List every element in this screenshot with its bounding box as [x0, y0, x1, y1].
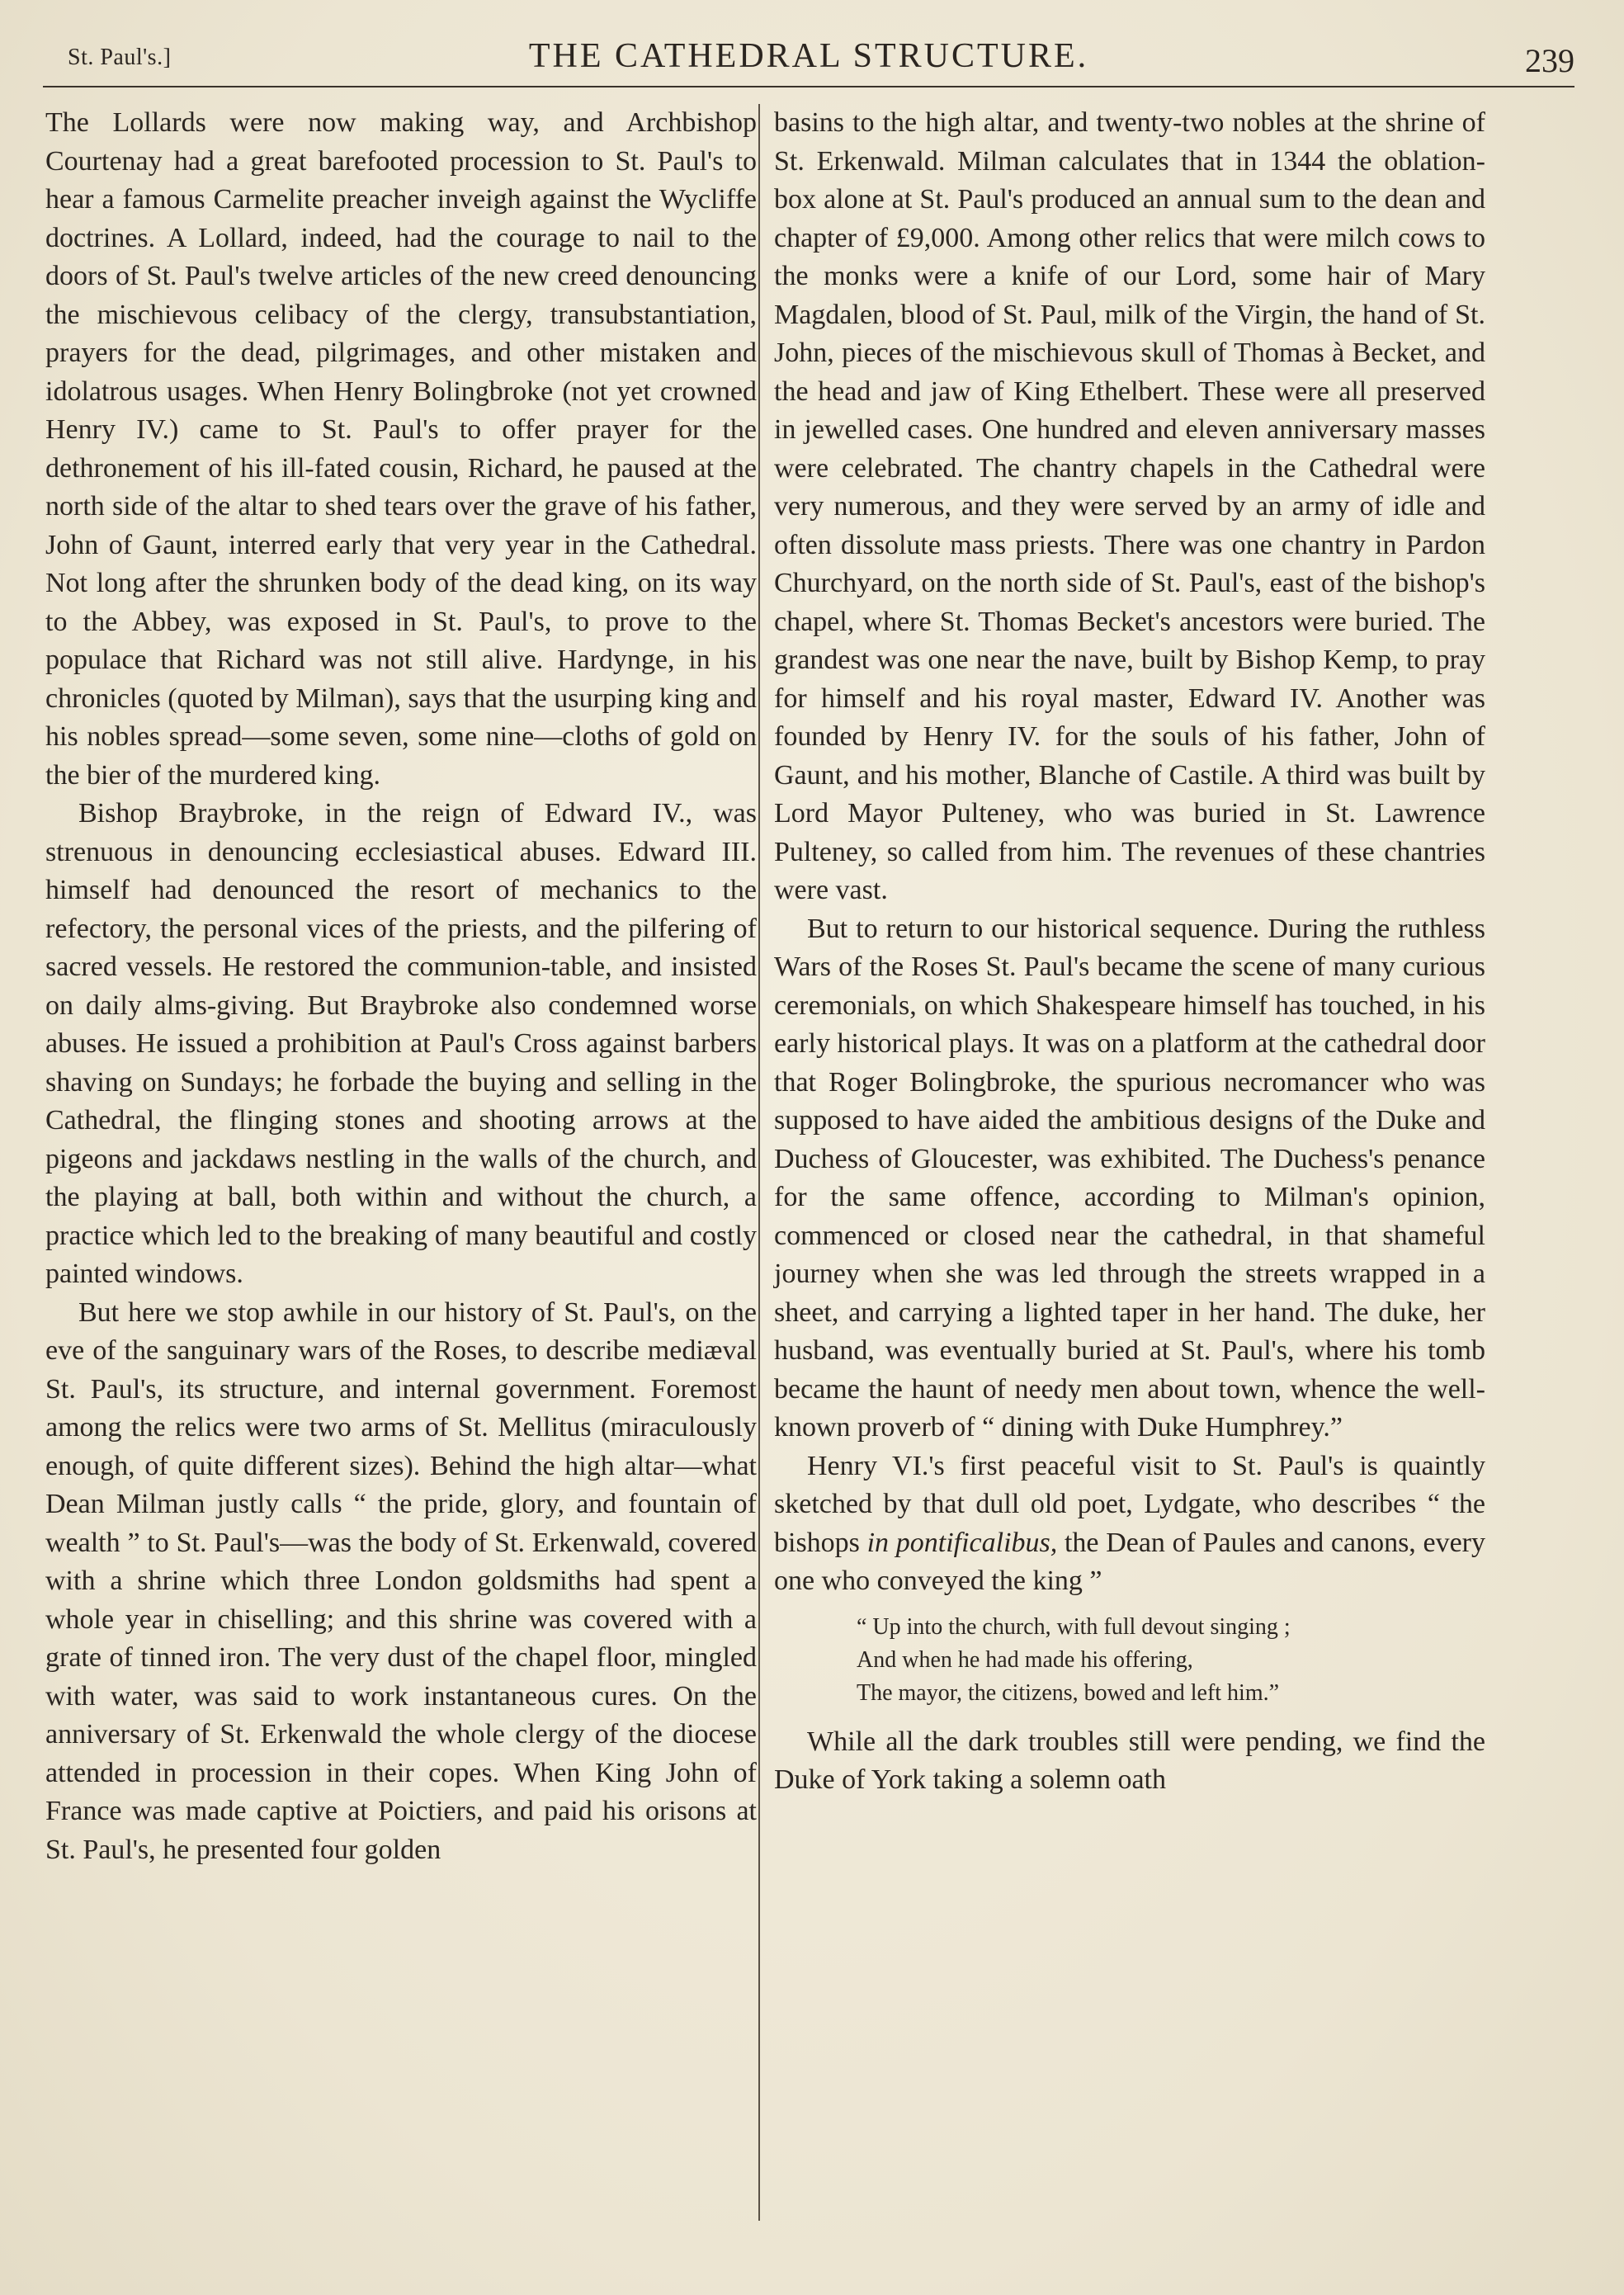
- paragraph-text: Henry VI.'s first peaceful visit to St. Paul's is quaintly sketched by that dull old poet, Lydgate, who describes “ the bishops: [774, 1450, 1485, 1558]
- column-divider: [758, 104, 760, 2221]
- page-number: 239: [1525, 42, 1574, 79]
- verse-line: “ Up into the church, with full devout singing ;: [857, 1613, 1291, 1640]
- page-header: [43, 33, 1574, 87]
- paragraph: But here we stop awhile in our history of St. Paul's, on the eve of the sanguinary wars of the Roses, to describe mediæval St. Paul's, its structure, and internal government. Foremost among the relics were two arms of St. Mellitus (miraculously enough, of quite different sizes). Behind the high altar—what Dean Milman justly calls “ the pride, glory, and fountain of wealth ” to St. Paul's—was the body of St. Erkenwald, covered with a shrine which three London goldsmiths had spent a whole year in chiselling; and this shrine was covered with a grate of tinned iron. The very dust of the chapel floor, mingled with water, was said to work instantaneous cures. On the anniversary of St. Erkenwald the whole clergy of the diocese attended in procession in their copes. When King John of France was made captive at Poictiers, and paid his orisons at St. Paul's, he presented four golden: [45, 1296, 757, 1865]
- paragraph: The Lollards were now making way, and Archbishop Courtenay had a great barefooted procession to St. Paul's to hear a famous Carmelite preacher inveigh against the Wycliffe doctrines. A Lollard, indeed, had the courage to nail to the doors of St. Paul's twelve articles of the new creed denouncing the mischievous celibacy of the clergy, transubstantiation, prayers for the dead, pilgrimages, and other mistaken and idolatrous usages. When Henry Bolingbroke (not yet crowned Henry IV.) came to St. Paul's to offer prayer for the dethronement of his ill-fated cousin, Richard, he paused at the north side of the altar to shed tears over the grave of his father, John of Gaunt, interred early that very year in the Cathedral. Not long after the shrunken body of the dead king, on its way to the Abbey, was exposed in St. Paul's, to prove to the populace that Richard was not still alive. Hardynge, in his chronicles (quoted by Milman), says that the usurping king and his nobles spread—some seven, some nine—cloths of gold on the bier of the murdered king.: [45, 107, 757, 791]
- italic-phrase: in pontificalibus,: [866, 1527, 1058, 1558]
- verse-quote: [857, 1611, 1485, 1710]
- verse-line: And when he had made his offering,: [857, 1646, 1193, 1673]
- paragraph: [774, 1447, 1485, 1601]
- left-column: [45, 104, 757, 1869]
- paragraph: While all the dark troubles still were pending, we find the Duke of York taking a solemn oath: [774, 1726, 1485, 1795]
- verse-line: The mayor, the citizens, bowed and left him.”: [857, 1679, 1280, 1706]
- paragraph: But to return to our historical sequence. During the ruthless Wars of the Roses St. Paul's became the scene of many curious ceremonials, on which Shakespeare himself has touched, in his early historical plays. It was on a platform at the cathedral door that Roger Bolingbroke, the spurious necromancer who was supposed to have aided the ambitious designs of the Duke and Duchess of Gloucester, was exhibited. The Duchess's penance for the same offence, according to Milman's opinion, commenced or closed near the cathedral, in that shameful journey when she was led through the streets wrapped in a sheet, and carrying a lighted taper in her hand. The duke, her husband, was eventually buried at St. Paul's, where his tomb became the haunt of needy men about town, whence the well-known proverb of “ dining with Duke Humphrey.”: [774, 913, 1485, 1443]
- paragraph: basins to the high altar, and twenty-two nobles at the shrine of St. Erkenwald. Milman calculates that in 1344 the oblation-box alone at St. Paul's produced an annual sum to the dean and chapter of £9,000. Among other relics that were milch cows to the monks were a knife of our Lord, some hair of Mary Magdalen, blood of St. Paul, milk of the Virgin, the hand of St. John, pieces of the mischievous skull of Thomas à Becket, and the head and jaw of King Ethelbert. These were all preserved in jewelled cases. One hundred and eleven anniversary masses were celebrated. The chantry chapels in the Cathedral were very numerous, and they were served by an army of idle and often dissolute mass priests. There was one chantry in Pardon Churchyard, on the north side of St. Paul's, east of the bishop's chapel, where St. Thomas Becket's ancestors were buried. The grandest was one near the nave, built by Bishop Kemp, to pray for himself and his royal master, Edward IV. Another was founded by Henry IV. for the souls of his father, John of Gaunt, and his mother, Blanche of Castile. A third was built by Lord Mayor Pulteney, who was buried in St. Lawrence Pulteney, so called from him. The revenues of these chantries were vast.: [774, 107, 1485, 905]
- page-title: THE CATHEDRAL STRUCTURE.: [528, 37, 1089, 75]
- paragraph: Bishop Braybroke, in the reign of Edward IV., was strenuous in denouncing ecclesiastical abuses. Edward III. himself had denounced the resort of mechanics to the refectory, the personal vices of the priests, and the pilfering of sacred vessels. He restored the communion-table, and insisted on daily alms-giving. But Braybroke also condemned worse abuses. He issued a prohibition at Paul's Cross against barbers shaving on Sundays; he forbade the buying and selling in the Cathedral, the flinging stones and shooting arrows at the pigeons and jackdaws nestling in the walls of the church, and the playing at ball, both within and without the church, a practice which led to the breaking of many beautiful and costly painted windows.: [45, 798, 757, 1289]
- paragraph-text: the Dean of Paules and canons, every one who conveyed the king ”: [774, 1527, 1485, 1596]
- running-head: St. Paul's.]: [68, 45, 172, 70]
- right-column: [774, 104, 1485, 1800]
